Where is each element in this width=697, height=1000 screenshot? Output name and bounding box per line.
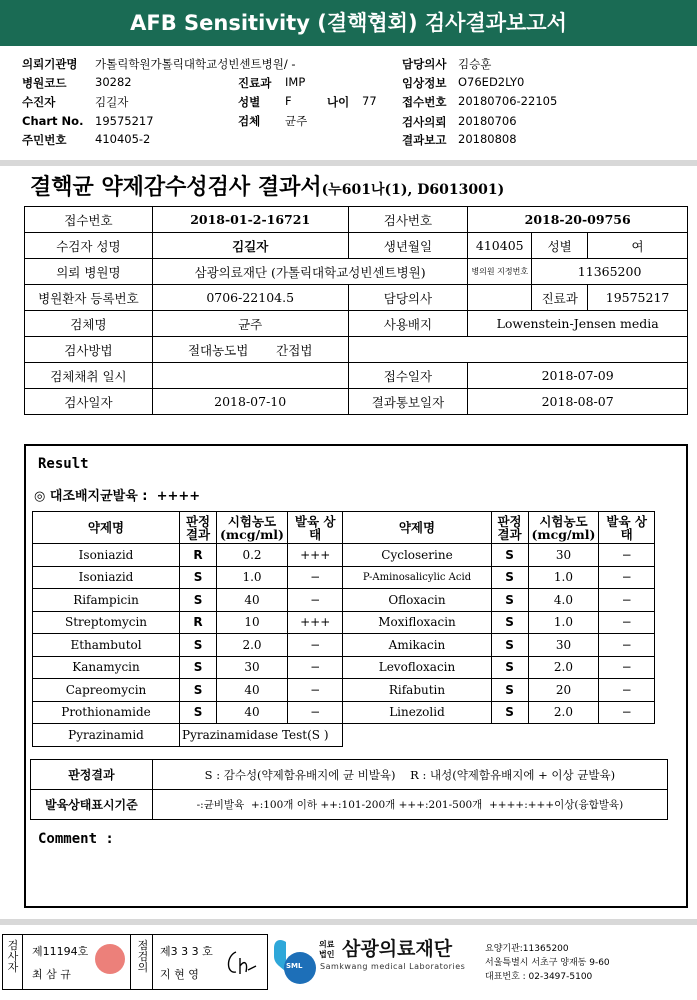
org-phone: 대표번호 : 02-3497-5100 — [485, 972, 593, 982]
dob: 410405 — [468, 233, 532, 259]
drug-drug: Levofloxacin — [343, 656, 491, 679]
drug-table — [32, 511, 655, 747]
divider — [0, 160, 697, 166]
meta-label: 검체 — [238, 114, 261, 128]
cell-label: 검사방법 — [25, 337, 153, 363]
drug-conc: 40 — [217, 589, 288, 612]
drug-drug: Streptomycin — [33, 611, 180, 634]
table-row — [33, 611, 655, 634]
cell-label: 접수번호 — [25, 207, 153, 233]
cell-label: 진료과 — [532, 285, 588, 311]
doctor — [468, 285, 532, 311]
drug-conc: 1.0 — [528, 566, 599, 589]
col-header: 시험농도 (mcg/ml) — [217, 512, 288, 544]
checker-no: 제3 3 3 호 — [160, 945, 213, 958]
legend-text: S : 감수성(약제함유배지에 균 비발육) R : 내성(약제함유배지에 + 이상 균발육) — [152, 760, 667, 790]
meta-label: 성별 — [238, 95, 261, 109]
patient-name: 김길자 — [152, 233, 348, 259]
drug-conc: 4.0 — [528, 589, 599, 612]
table-row — [33, 589, 655, 612]
legend-table — [30, 759, 668, 820]
org-code: 요양기관:11365200 — [485, 944, 569, 954]
drug-growth: − — [287, 589, 343, 612]
method-2: 간접법 — [276, 342, 313, 358]
table-row — [33, 679, 655, 702]
control-value: ++++ — [156, 489, 201, 504]
drug-judge: S — [491, 679, 528, 702]
recv-date: 2018-07-09 — [468, 363, 688, 389]
cell-label: 검체채취 일시 — [25, 363, 153, 389]
drug-growth: − — [599, 679, 655, 702]
drug-growth: +++ — [287, 544, 343, 567]
drug-conc: 2.0 — [528, 656, 599, 679]
meta-value: IMP — [285, 75, 306, 89]
meta-value: 30282 — [95, 75, 132, 89]
drug-conc: 30 — [528, 634, 599, 657]
drug-judge: S — [491, 566, 528, 589]
meta-value: 410405-2 — [95, 132, 151, 146]
drug-judge: S — [491, 544, 528, 567]
checker-name: 지 현 영 — [160, 968, 199, 981]
table-row — [33, 634, 655, 657]
drug-growth: − — [599, 701, 655, 724]
meta-label: 수진자 — [22, 95, 56, 109]
cell-label: 의뢰 병원명 — [25, 259, 153, 285]
drug-judge: S — [180, 634, 217, 657]
drug-growth: − — [599, 634, 655, 657]
drug-growth: +++ — [287, 611, 343, 634]
meta-label: 나이 — [327, 95, 350, 109]
legend-text: -:균비발육 +:100개 이하 ++:101-200개 +++:201-500개 ++++:+++이상(융합발육) — [152, 790, 667, 820]
divider — [0, 919, 697, 925]
drug-conc: 40 — [217, 679, 288, 702]
method-1: 절대농도법 — [187, 342, 249, 358]
drug-drug: Prothionamide — [33, 701, 180, 724]
cell-label: 검체명 — [25, 311, 153, 337]
drug-judge: S — [180, 701, 217, 724]
drug-conc: 2.0 — [528, 701, 599, 724]
table-row — [33, 566, 655, 589]
col-header: 약제명 — [33, 512, 180, 544]
report-header: AFB Sensitivity (결핵협회) 검사결과보고서 — [0, 0, 697, 46]
drug-growth: − — [599, 544, 655, 567]
test-no: 2018-20-09756 — [468, 207, 688, 233]
col-header: 약제명 — [343, 512, 491, 544]
drug-growth: − — [599, 611, 655, 634]
drug-drug: Kanamycin — [33, 656, 180, 679]
drug-judge: S — [491, 589, 528, 612]
meta-label: Chart No. — [22, 114, 84, 128]
report-title-text: 결핵균 약제감수성검사 결과서 — [30, 174, 322, 200]
drug-conc: 20 — [528, 679, 599, 702]
pza-value: Pyrazinamidase Test(S ) — [180, 724, 343, 747]
comment-label: Comment : — [38, 831, 114, 847]
drug-drug: Rifampicin — [33, 589, 180, 612]
drug-conc: 10 — [217, 611, 288, 634]
meta-label: 담당의사 — [402, 57, 447, 71]
test-date: 2018-07-10 — [152, 389, 348, 415]
drug-growth: − — [287, 634, 343, 657]
drug-drug: Cycloserine — [343, 544, 491, 567]
tester-no: 제11194호 — [32, 945, 89, 958]
collect-date — [152, 363, 348, 389]
report-subtitle: (누601나(1), D6013001) — [321, 182, 505, 198]
drug-conc: 40 — [217, 701, 288, 724]
control-growth — [34, 485, 200, 504]
drug-growth: − — [287, 656, 343, 679]
org-name: 삼광의료재단 — [342, 938, 453, 960]
logo-text: SML — [286, 962, 303, 970]
drug-growth: − — [287, 701, 343, 724]
legend-label: 판정결과 — [31, 760, 153, 790]
meta-label: 병원코드 — [22, 76, 67, 90]
drug-judge: S — [491, 701, 528, 724]
method — [152, 337, 348, 363]
drug-conc: 1.0 — [217, 566, 288, 589]
pza-label: Pyrazinamid — [33, 724, 180, 747]
cell-label: 수검자 성명 — [25, 233, 153, 259]
cell-label: 검사일자 — [25, 389, 153, 415]
drug-judge: S — [491, 634, 528, 657]
drug-drug: Moxifloxacin — [343, 611, 491, 634]
drug-drug: Linezolid — [343, 701, 491, 724]
seal-stamp — [95, 944, 125, 974]
drug-conc: 0.2 — [217, 544, 288, 567]
meta-value: 가톨릭학원가톨릭대학교성빈센트병원/ - — [95, 57, 296, 71]
result-title: Result — [38, 456, 89, 472]
meta-value: 77 — [362, 94, 377, 108]
meta-value: F — [285, 94, 292, 108]
meta-label: 진료과 — [238, 76, 272, 90]
org-prefix: 의료 법인 — [319, 940, 335, 959]
meta-value: 김길자 — [95, 95, 129, 109]
dept: 19575217 — [588, 285, 688, 311]
cell-label: 사용배지 — [348, 311, 468, 337]
meta-value: 김승훈 — [458, 57, 492, 71]
table-row — [33, 701, 655, 724]
meta-label: 결과보고 — [402, 133, 447, 147]
hospital: 삼광의료재단 (가톨릭대학교성빈센트병원) — [152, 259, 467, 285]
drug-judge: S — [180, 679, 217, 702]
drug-conc: 30 — [528, 544, 599, 567]
patient-no: 0706-22104.5 — [152, 285, 348, 311]
meta-label: 의뢰기관명 — [22, 57, 78, 71]
drug-growth: − — [287, 566, 343, 589]
col-header: 발육 상태 — [599, 512, 655, 544]
cell-label: 생년월일 — [348, 233, 468, 259]
meta-value: 20180706-22105 — [458, 94, 558, 108]
cell-label: 접수일자 — [348, 363, 468, 389]
tester-name: 최 삼 규 — [32, 968, 71, 981]
meta-value: 20180808 — [458, 132, 517, 146]
cell-label: 성별 — [532, 233, 588, 259]
drug-conc: 2.0 — [217, 634, 288, 657]
drug-judge: S — [180, 656, 217, 679]
drug-growth: − — [599, 589, 655, 612]
drug-judge: S — [180, 589, 217, 612]
meta-label: 검사의뢰 — [402, 115, 447, 129]
tester-label: 검사자 — [7, 939, 19, 974]
meta-value: 19575217 — [95, 114, 154, 128]
meta-label: 주민번호 — [22, 133, 67, 147]
drug-conc: 1.0 — [528, 611, 599, 634]
meta-label: 임상정보 — [402, 76, 447, 90]
drug-drug: Isoniazid — [33, 544, 180, 567]
info-table — [24, 206, 688, 415]
legend-label: 발육상태표시기준 — [31, 790, 153, 820]
drug-drug: Ethambutol — [33, 634, 180, 657]
drug-judge: S — [180, 566, 217, 589]
meta-value: 균주 — [285, 114, 308, 128]
drug-judge: S — [491, 611, 528, 634]
table-row — [33, 544, 655, 567]
drug-drug: Ofloxacin — [343, 589, 491, 612]
meta-label: 접수번호 — [402, 95, 447, 109]
drug-conc: 30 — [217, 656, 288, 679]
specimen: 균주 — [152, 311, 348, 337]
drug-judge: R — [180, 544, 217, 567]
meta-value: O76ED2LY0 — [458, 75, 525, 89]
hospital-no: 11365200 — [532, 259, 688, 285]
cell-label: 결과통보일자 — [348, 389, 468, 415]
cell-label: 병의원 지정번호 — [468, 259, 532, 285]
notify-date: 2018-08-07 — [468, 389, 688, 415]
col-header: 판정 결과 — [180, 512, 217, 544]
drug-judge: S — [491, 656, 528, 679]
media: Lowenstein-Jensen media — [468, 311, 688, 337]
drug-growth: − — [599, 656, 655, 679]
report-title — [30, 170, 504, 201]
signature-icon — [222, 946, 258, 978]
org-address: 서울특별시 서초구 양재동 9-60 — [485, 958, 610, 968]
checker-label: 점검의 — [137, 939, 149, 974]
drug-drug: Rifabutin — [343, 679, 491, 702]
col-header: 발육 상태 — [287, 512, 343, 544]
empty-cell — [348, 337, 687, 363]
cell-label: 담당의사 — [348, 285, 468, 311]
table-row — [33, 656, 655, 679]
empty-cell — [343, 724, 655, 747]
drug-growth: − — [599, 566, 655, 589]
drug-drug: Capreomycin — [33, 679, 180, 702]
drug-growth: − — [287, 679, 343, 702]
meta-value: 20180706 — [458, 114, 517, 128]
reg-no: 2018-01-2-16721 — [152, 207, 348, 233]
sex: 여 — [588, 233, 688, 259]
drug-drug: Isoniazid — [33, 566, 180, 589]
drug-drug: Amikacin — [343, 634, 491, 657]
col-header: 시험농도 (mcg/ml) — [528, 512, 599, 544]
org-en: Samkwang medical Laboratories — [320, 962, 466, 971]
drug-judge: R — [180, 611, 217, 634]
control-label: ◎ 대조배지균발육 : — [34, 489, 148, 504]
col-header: 판정 결과 — [491, 512, 528, 544]
cell-label: 병원환자 등록번호 — [25, 285, 153, 311]
drug-drug: P-Aminosalicylic Acid — [343, 566, 491, 589]
cell-label: 검사번호 — [348, 207, 468, 233]
